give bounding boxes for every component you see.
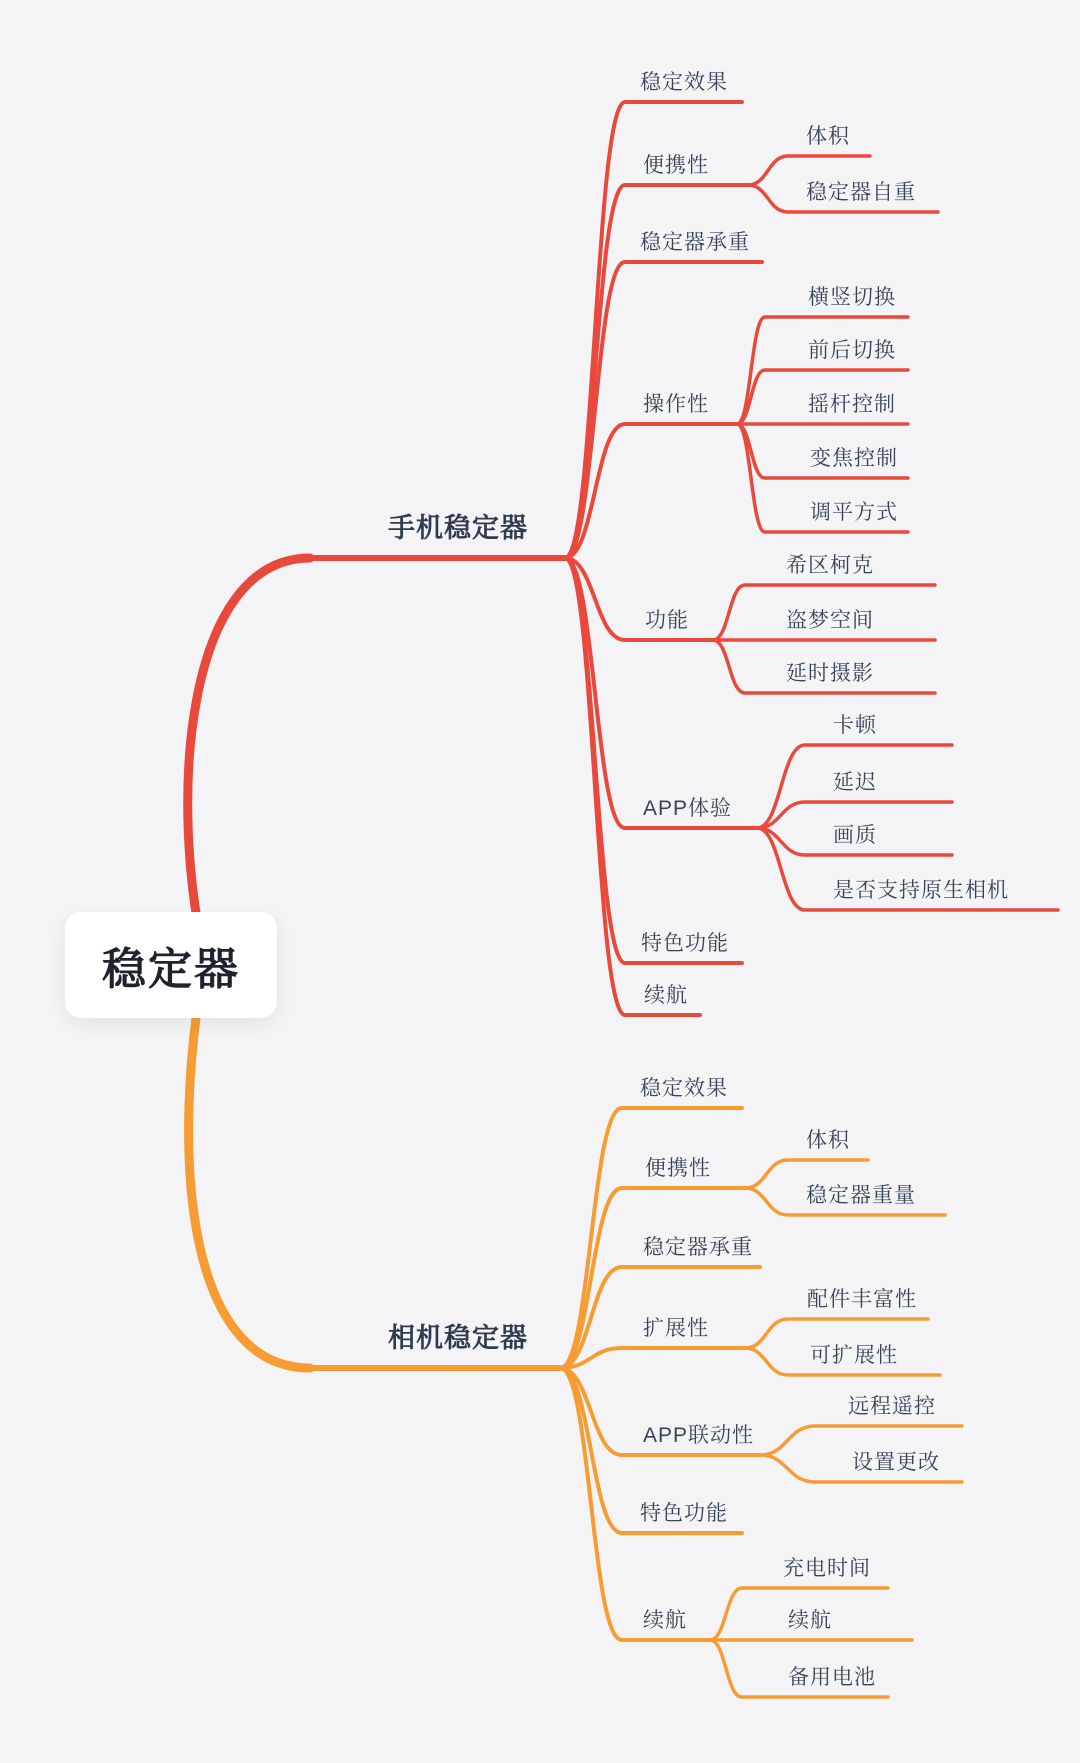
root-node[interactable]: 稳定器: [65, 912, 277, 1018]
mindmap-topic[interactable]: 充电时间: [783, 1557, 871, 1580]
mindmap-topic[interactable]: 可扩展性: [810, 1344, 898, 1367]
mindmap-main-branch[interactable]: 手机稳定器: [388, 513, 528, 543]
mindmap-topic[interactable]: 稳定器承重: [640, 231, 750, 254]
mindmap-topic[interactable]: 体积: [806, 1129, 850, 1152]
mindmap-topic[interactable]: 远程遥控: [848, 1395, 936, 1418]
mindmap-topic[interactable]: 卡顿: [833, 714, 877, 737]
mindmap-topic[interactable]: 摇杆控制: [808, 393, 896, 416]
mindmap-topic[interactable]: 设置更改: [852, 1451, 940, 1474]
mindmap-topic[interactable]: 特色功能: [640, 1502, 728, 1525]
mindmap-topic[interactable]: 稳定效果: [640, 1077, 728, 1100]
mindmap-topic[interactable]: APP联动性: [643, 1424, 755, 1447]
mindmap-topic[interactable]: 扩展性: [643, 1317, 709, 1340]
mindmap-topic[interactable]: 调平方式: [810, 501, 898, 524]
mindmap-topic[interactable]: 续航: [788, 1609, 832, 1632]
mindmap-topic[interactable]: 稳定效果: [640, 71, 728, 94]
mindmap-main-branch[interactable]: 相机稳定器: [388, 1323, 528, 1353]
mindmap-topic[interactable]: 操作性: [643, 393, 709, 416]
mindmap-topic[interactable]: 希区柯克: [786, 554, 874, 577]
main-trunk-line: [188, 558, 310, 960]
mindmap-topic[interactable]: 稳定器重量: [806, 1184, 916, 1207]
mindmap-topic[interactable]: 盗梦空间: [786, 609, 874, 632]
topic-branch-line: [560, 1348, 745, 1368]
mindmap-topic[interactable]: 续航: [644, 984, 688, 1007]
mindmap-topic[interactable]: 备用电池: [788, 1666, 876, 1689]
mindmap-topic[interactable]: 稳定器承重: [643, 1236, 753, 1259]
main-trunk-line: [189, 960, 310, 1368]
mindmap-topic[interactable]: 画质: [833, 824, 877, 847]
mindmap-topic[interactable]: 变焦控制: [810, 447, 898, 470]
mindmap-topic[interactable]: 稳定器自重: [806, 181, 916, 204]
mindmap-topic[interactable]: 延时摄影: [786, 662, 874, 685]
mindmap-topic[interactable]: 续航: [643, 1609, 687, 1632]
mindmap-topic[interactable]: 特色功能: [641, 932, 729, 955]
mindmap-topic[interactable]: 配件丰富性: [807, 1288, 917, 1311]
mindmap-topic[interactable]: 横竖切换: [808, 286, 896, 309]
mindmap-topic[interactable]: 便携性: [643, 154, 709, 177]
mindmap-topic[interactable]: APP体验: [643, 797, 733, 820]
mindmap-topic[interactable]: 是否支持原生相机: [833, 879, 1009, 902]
mindmap-topic[interactable]: 延迟: [833, 771, 877, 794]
mindmap-topic[interactable]: 前后切换: [808, 339, 896, 362]
mindmap-topic[interactable]: 功能: [645, 609, 689, 632]
mindmap-topic[interactable]: 体积: [806, 125, 850, 148]
mindmap-topic[interactable]: 便携性: [645, 1157, 711, 1180]
